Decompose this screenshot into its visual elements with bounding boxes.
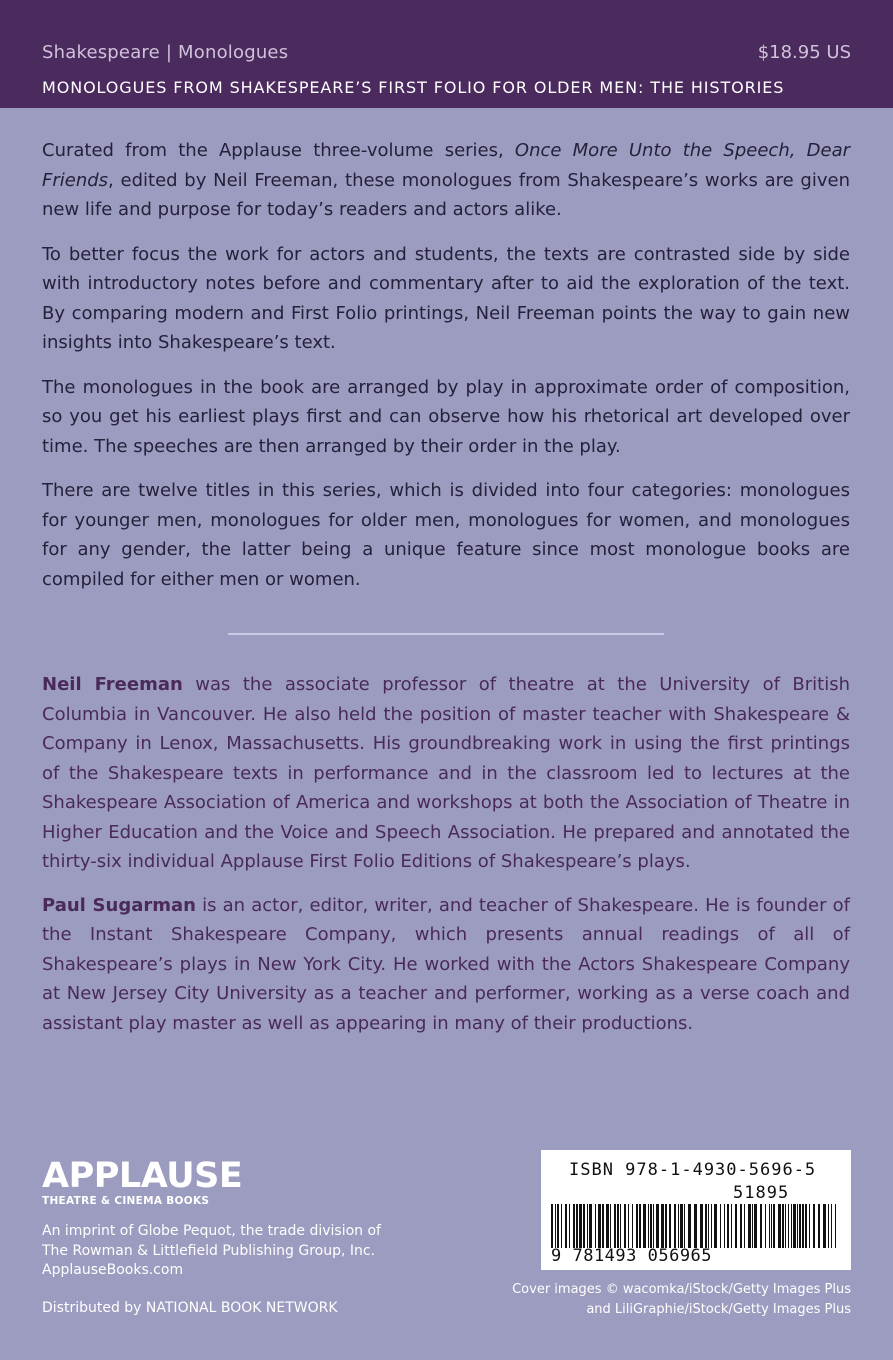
barcode-price-code: 51895 <box>733 1183 790 1203</box>
logo-subtitle: THEATRE & CINEMA BOOKS <box>42 1195 210 1207</box>
cover-credits: Cover images © wacomka/iStock/Getty Images Plus and LiliGraphie/iStock/Getty Images Plus <box>512 1282 851 1317</box>
publisher-website: ApplauseBooks.com <box>42 1262 184 1278</box>
imprint-info: An imprint of Globe Pequot, the trade division of The Rowman & Littlefield Publishing Group, Inc. ApplauseBooks.com <box>42 1222 462 1281</box>
description-paragraph-4: There are twelve titles in this series, which is divided into four categories: monologues for younger men, monologues for older men, monologues for women, and monologues for any gender, the latter being a unique feature since most monologue books are compiled for either men or women. <box>42 480 850 590</box>
distributor-note: Distributed by NATIONAL BOOK NETWORK <box>42 1300 338 1316</box>
category-label: Shakespeare | Monologues <box>42 42 289 63</box>
description-paragraph-1: Curated from the Applause three-volume series, Once More Unto the Speech, Dear Friends, edited by Neil Freeman, these monologues from Shakespeare’s works are given new life and purpose for today’s readers and actors alike. <box>42 140 851 220</box>
header-band <box>0 0 893 108</box>
publisher-logo <box>42 1158 242 1207</box>
description-paragraph-2: To better focus the work for actors and students, the texts are contrasted side by side with introductory notes before and commentary after to aid the exploration of the text. By comparing modern and First Folio printings, Neil Freeman points the way to gain new insights into Shakespeare’s text. <box>42 243 850 353</box>
barcode-number: 9 781493 056965 <box>551 1246 713 1266</box>
price-label: $18.95 US <box>757 42 851 63</box>
description-paragraph-3: The monologues in the book are arranged by play in approximate order of composition, so you get his earliest plays first and can observe how his rhetorical art developed over time. The speeches are then arranged by their order in the play. <box>42 376 850 457</box>
series-name: Once More Unto the Speech, Dear Friends <box>42 140 851 191</box>
isbn-text: ISBN 978-1-4930-5696-5 <box>569 1160 817 1180</box>
author-bios <box>42 670 850 1052</box>
section-divider <box>228 633 664 635</box>
isbn-barcode <box>541 1150 851 1270</box>
author-name: Paul Sugarman <box>42 894 196 916</box>
bio-paul-sugarman: Paul Sugarman is an actor, editor, writer, and teacher of Shakespeare. He is founder of the Instant Shakespeare Company, which presents annual readings of all of Shakespeare’s plays in New York City. He worked with the Actors Shakespeare Company at New Jersey City University as a teacher and performer, working as a verse coach and assistant play master as well as appearing in many of their productions. <box>42 894 850 1034</box>
author-name: Neil Freeman <box>42 674 183 695</box>
logo-wordmark: APPLAUSE <box>42 1156 243 1196</box>
series-title: MONOLOGUES FROM SHAKESPEARE’S FIRST FOLIO FOR OLDER MEN: THE HISTORIES <box>42 78 785 97</box>
barcode-bars-icon <box>551 1204 841 1248</box>
book-description <box>42 136 850 594</box>
bio-neil-freeman: Neil Freeman was the associate professor of theatre at the University of British Columbia in Vancouver. He also held the position of master teacher with Shakespeare & Company in Lenox, Massachusetts. His groundbreaking work in using the first printings of the Shakespeare texts in performance and in the classroom led to lectures at the Shakespeare Association of America and workshops at both the Association of Theatre in Higher Education and the Voice and Speech Association. He prepared and annotated the thirty-six individual Applause First Folio Editions of Shakespeare’s plays. <box>42 674 850 872</box>
